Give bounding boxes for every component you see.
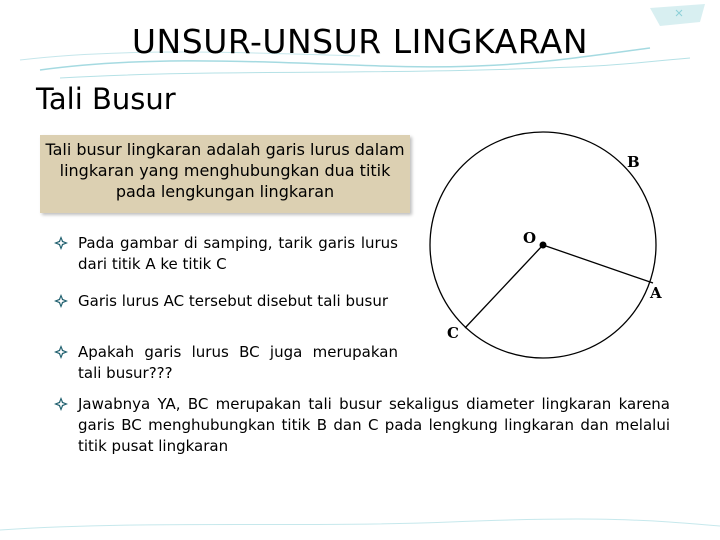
bullet-text: Garis lurus AC tersebut disebut tali busur [78,292,389,310]
bullet-text: Pada gambar di samping, tarik garis lurus dari titik A ke titik C [78,234,398,273]
radius-line-oc [465,245,543,328]
slide-title: UNSUR-UNSUR LINGKARAN [131,22,589,61]
point-label-c: C [447,324,459,342]
point-label-o: O [523,229,537,247]
radius-line-oa [543,245,653,283]
center-point [540,242,547,249]
point-label-b: B [627,153,640,171]
slide-subtitle: Tali Busur [36,82,176,116]
point-label-a: A [650,284,662,302]
definition-box: Tali busur lingkaran adalah garis lurus dalam lingkaran yang menghubungkan dua titik pada lengkungan lingkaran [40,135,410,213]
bullet-text: Jawabnya YA, BC merupakan tali busur sekaligus diameter lingkaran karena garis BC menghubungkan titik B dan C pada lengkung lingkaran dan melalui titik pusat lingkaran [78,395,670,455]
bullet-text: Apakah garis lurus BC juga merupakan tali busur??? [78,343,398,382]
